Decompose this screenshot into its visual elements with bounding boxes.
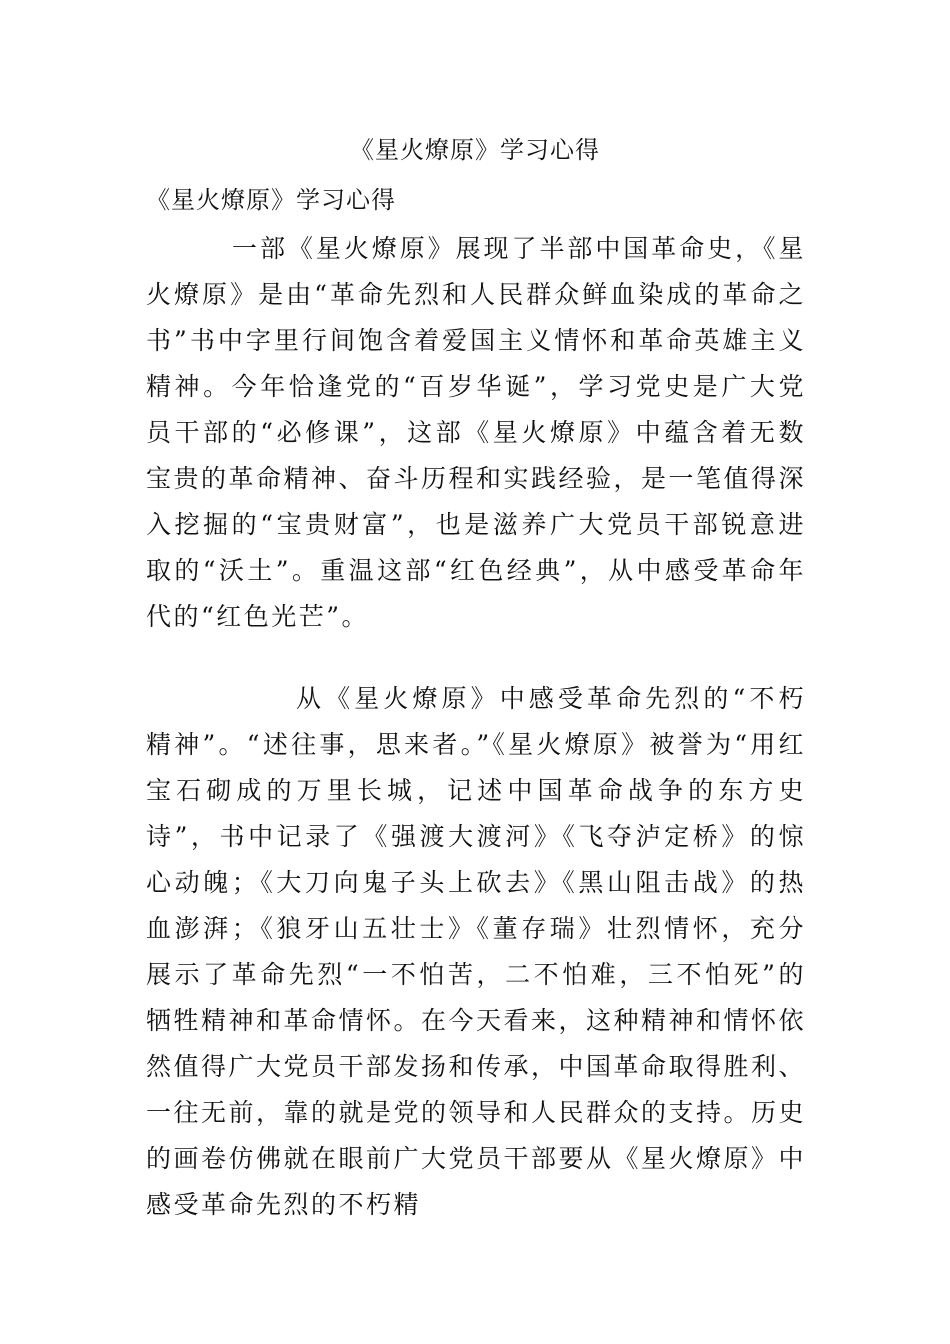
document-subtitle: 《星火燎原》学习心得 bbox=[146, 186, 396, 214]
paragraph-1: 一部《星火燎原》展现了半部中国革命史，《星火燎原》是由“革命先烈和人民群众鲜血染成的革命之书”书中字里行间饱含着爱国主义情怀和革命英雄主义精神。今年恰逢党的“百岁华诞”，学习党史是广大党员干部的“必修课”，这部《星火燎原》中蕴含着无数宝贵的革命精神、奋斗历程和实践经验，是一笔值得深入挖掘的“宝贵财富”，也是滋养广大党员干部锐意进取的“沃土”。重温这部“红色经典”，从中感受革命年代的“红色光芒”。 bbox=[146, 234, 807, 631]
paragraph-2: 从《星火燎原》中感受革命先烈的“不朽精神”。“述往事，思来者。”《星火燎原》被誉为“用红宝石砌成的万里长城，记述中国革命战争的东方史诗”，书中记录了《强渡大渡河》《飞夺泸定桥》的惊心动魄；《大刀向鬼子头上砍去》《黑山阻击战》的热血澎湃；《狼牙山五壮士》《董存瑞》壮烈情怀，充分展示了革命先烈“一不怕苦，二不怕难，三不怕死”的牺牲精神和革命情怀。在今天看来，这种精神和情怀依然值得广大党员干部发扬和传承，中国革命取得胜利、一往无前，靠的就是党的领导和人民群众的支持。历史的画卷仿佛就在眼前广大党员干部要从《星火燎原》中感受革命先烈的不朽精 bbox=[146, 684, 807, 1219]
document-title: 《星火燎原》学习心得 bbox=[350, 136, 600, 164]
